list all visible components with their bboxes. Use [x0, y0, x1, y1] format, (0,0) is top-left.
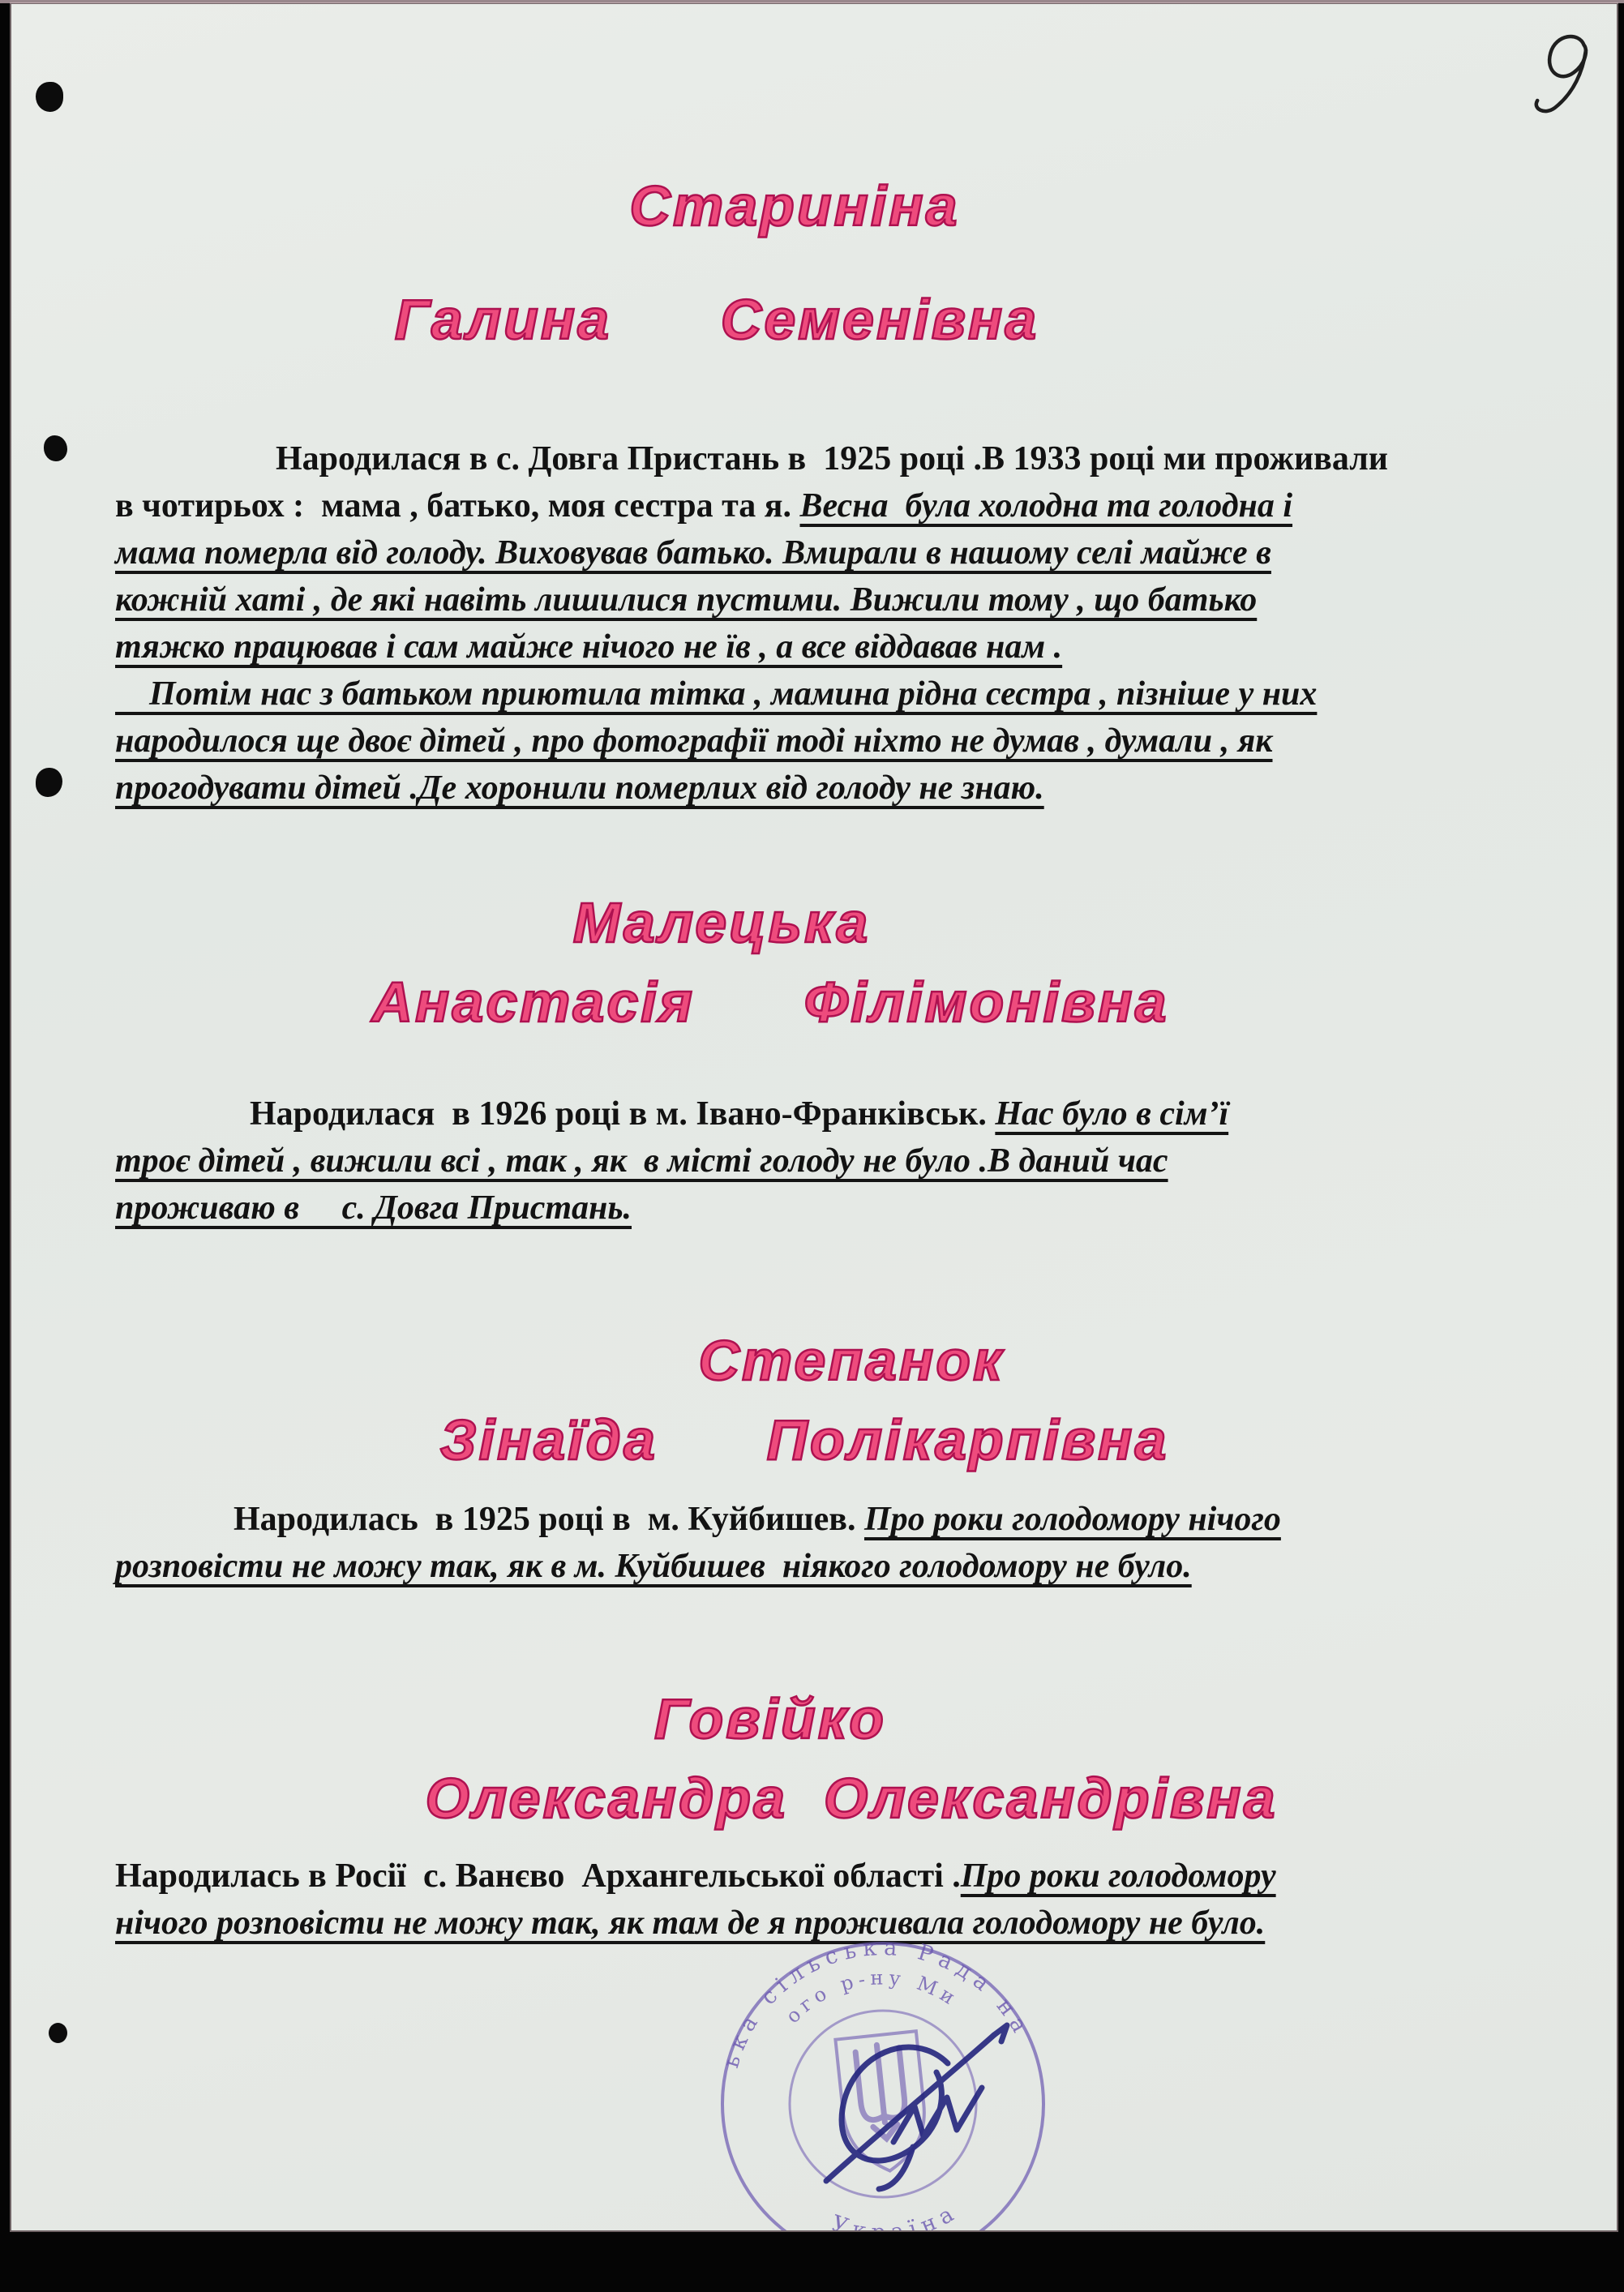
given-names-heading-starynina: Галина Семенівна	[394, 288, 1039, 351]
punch-hole	[36, 82, 63, 112]
testimony-line	[115, 576, 1575, 623]
surname-heading-stepanok: Степанок	[698, 1329, 1005, 1392]
line-italic-text: Нас було в сім’ї	[995, 1095, 1229, 1133]
testimony-line	[115, 1137, 1575, 1185]
line-normal-text: Народилася в 1926 році в м. Івано-Франківськ.	[250, 1095, 996, 1133]
testimony-line	[115, 670, 1575, 718]
given-names-heading-maletska: Анастасія Філімонівна	[371, 970, 1169, 1034]
line-italic-text: кожній хаті , де які навіть лишилися пустими. Вижили тому , що батько	[115, 581, 1258, 619]
surname-heading-maletska: Малецька	[572, 891, 871, 954]
line-normal-text: Народилась в 1925 році в м. Куйбишев.	[234, 1501, 864, 1538]
surname-heading-hoviiko: Говійко	[654, 1687, 886, 1750]
surname-heading-starynina: Стариніна	[629, 174, 960, 238]
line-italic-text: Потім нас з батьком приютила тітка , мамина рідна сестра , пізніше у них	[115, 675, 1318, 713]
stamp-text-bottom: Україна	[828, 2198, 964, 2246]
testimony-line	[115, 1543, 1575, 1590]
line-italic-text: прогодувати дітей .Де хоронили померлих від голоду не знаю.	[115, 769, 1044, 807]
testimony-line	[115, 1185, 1575, 1232]
line-normal-text: Народилась в Росії с. Ванєво Архангельської області .	[115, 1857, 961, 1895]
line-normal-text: Народилася в с. Довга Пристань в 1925 році .В 1933 році ми проживали	[276, 440, 1388, 478]
line-normal-text: в чотирьох : мама , батько, моя сестра та я.	[115, 487, 800, 525]
testimony-line	[115, 1496, 1575, 1543]
testimony-line	[115, 529, 1575, 576]
testimony-line	[115, 718, 1575, 765]
given-names-heading-stepanok: Зінаїда Полікарпівна	[439, 1408, 1169, 1472]
punch-hole	[44, 435, 67, 461]
handwritten-page-number	[1510, 15, 1615, 129]
stamp-text-top: ька сільська Рада на	[718, 1934, 1035, 2071]
line-italic-text: Про роки голодомору	[960, 1857, 1276, 1895]
given-names-heading-hoviiko: Олександра Олександрівна	[425, 1767, 1278, 1830]
line-italic-text: народилося ще двоє дітей , про фотографії тоді ніхто не думав , думали , як	[115, 722, 1273, 760]
scan-edge	[0, 0, 1624, 3]
testimony-line	[115, 1090, 1575, 1137]
punch-hole	[49, 2023, 67, 2043]
testimony-maletska	[115, 1090, 1575, 1232]
stamp-graphic	[705, 1921, 1059, 2246]
testimony-starynina	[115, 435, 1575, 812]
line-italic-text: Весна була холодна та голодна і	[799, 487, 1293, 525]
testimony-line	[115, 435, 1575, 482]
line-italic-text: Про роки голодомору нічого	[863, 1501, 1281, 1538]
testimony-line	[115, 765, 1575, 812]
line-italic-text: нічого розповісти не можу так, як там де я проживала голодомору не було.	[115, 1904, 1266, 1942]
stamp-text-mid: ого р-ну Ми	[781, 1966, 963, 2028]
paper-sheet	[11, 4, 1617, 2246]
punch-hole	[36, 768, 62, 797]
testimony-line	[115, 623, 1575, 670]
handwritten-signature	[826, 2025, 1007, 2189]
line-italic-text: проживаю в с. Довга Пристань.	[115, 1189, 632, 1227]
line-italic-text: тяжко працював і сам майже нічого не їв , а все віддавав нам .	[115, 628, 1063, 666]
line-italic-text: мама померла від голоду. Виховував батько. Вмирали в нашому селі майже в	[115, 534, 1271, 572]
testimony-line	[115, 1853, 1575, 1900]
testimony-stepanok	[115, 1496, 1575, 1590]
official-round-stamp	[701, 1921, 1065, 2246]
line-italic-text: троє дітей , вижили всі , так , як в місті голоду не було .В даний час	[115, 1142, 1168, 1180]
testimony-line	[115, 482, 1575, 529]
line-italic-text: розповісти не можу так, як в м. Куйбишев ніякого голодомору не було.	[115, 1548, 1192, 1585]
